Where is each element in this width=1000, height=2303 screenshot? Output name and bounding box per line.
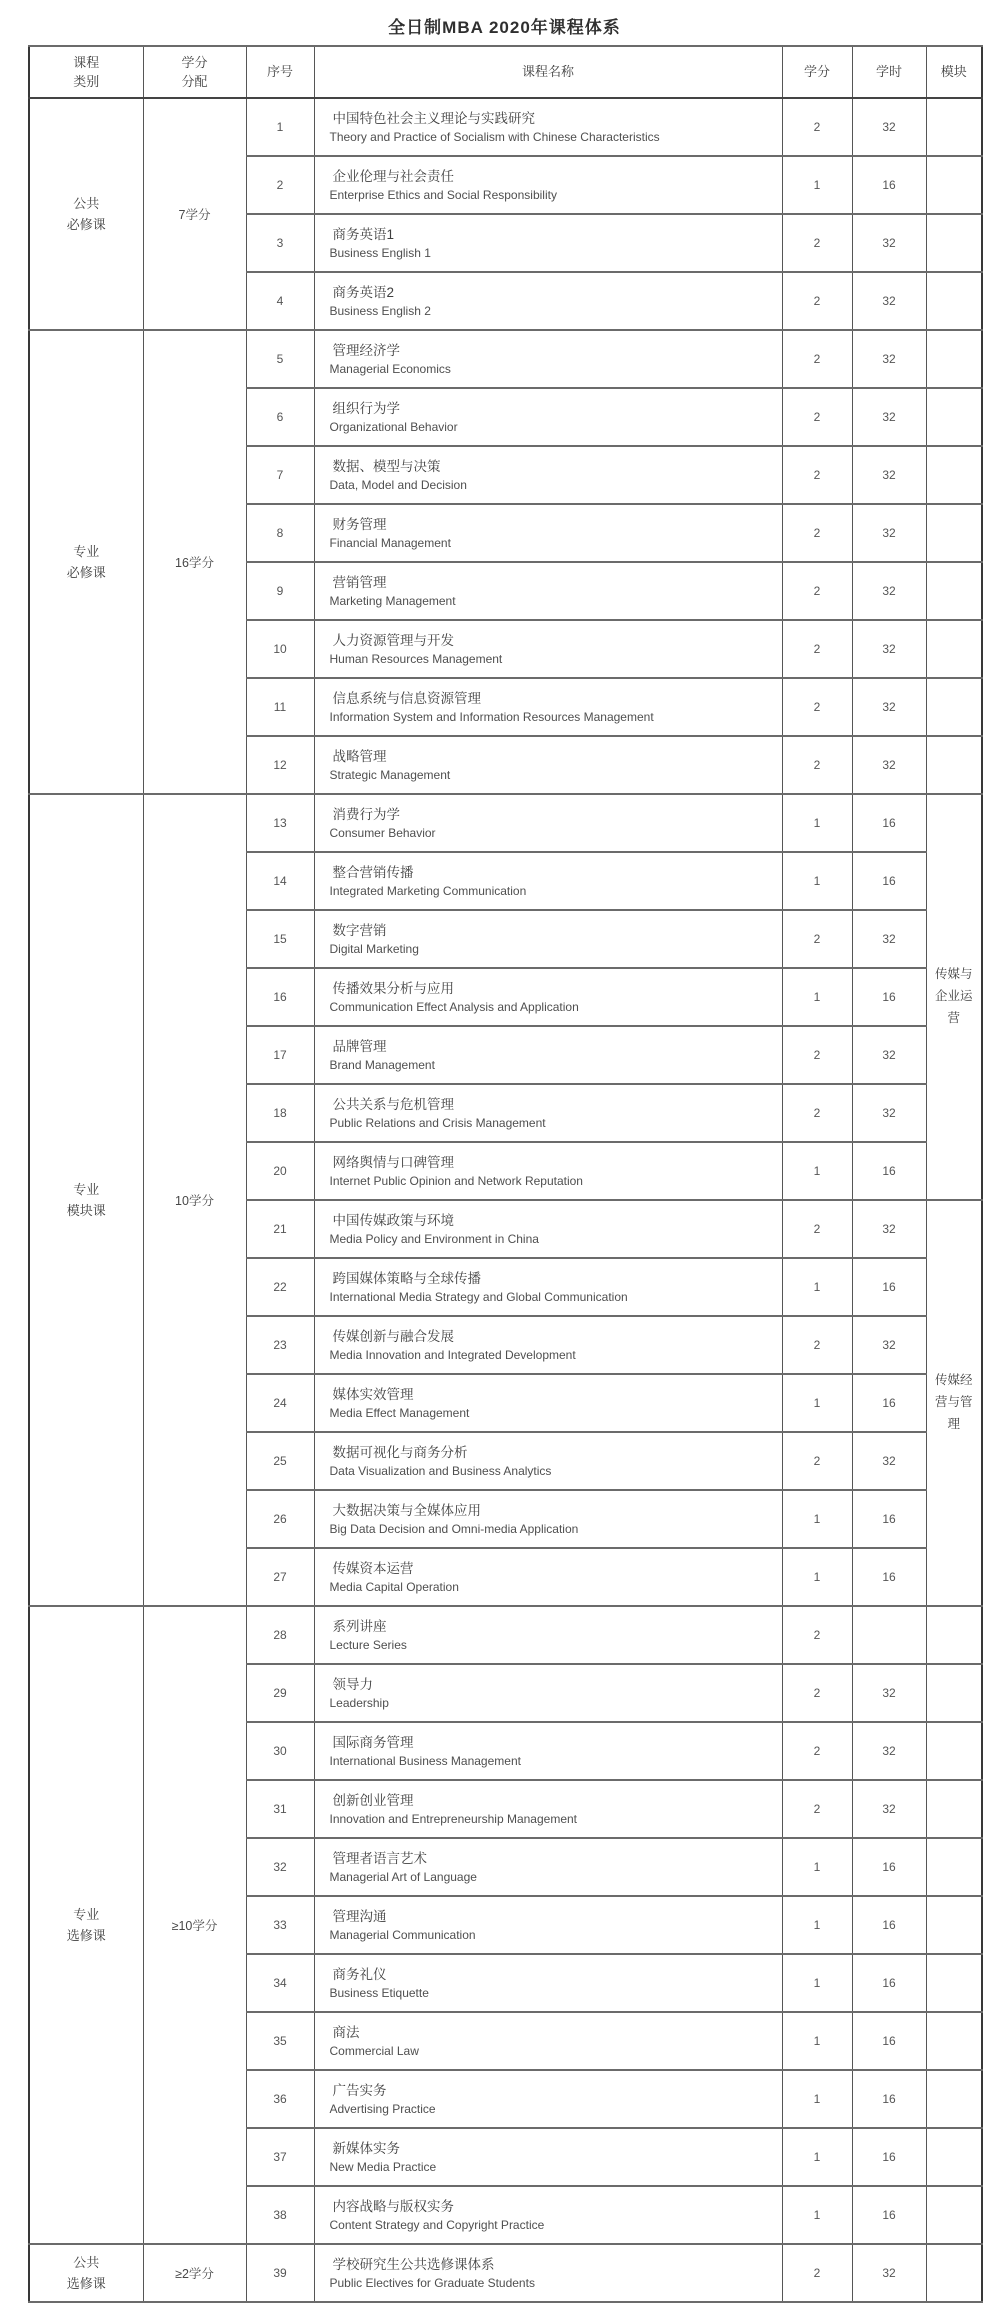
- course-name-zh: 跨国媒体策略与全球传播: [332, 1270, 481, 1286]
- course-hours-cell: 16: [852, 794, 926, 852]
- course-name-en: Content Strategy and Copyright Practice: [329, 2217, 545, 2232]
- course-name-cell: [314, 620, 782, 678]
- course-no-cell: 2: [246, 156, 314, 214]
- module-empty-cell: [926, 214, 982, 272]
- course-row: [29, 1606, 982, 1664]
- course-name-cell: [314, 1954, 782, 2012]
- module-empty-cell: [926, 678, 982, 736]
- course-hours-cell: 16: [852, 2186, 926, 2244]
- course-credits-cell: 1: [782, 968, 852, 1026]
- course-name-en: Media Capital Operation: [329, 1579, 459, 1594]
- course-name-en: Communication Effect Analysis and Application: [329, 999, 579, 1014]
- course-name-zh: 传播效果分析与应用: [332, 980, 454, 996]
- course-name-zh: 营销管理: [332, 574, 387, 590]
- course-hours-cell: 32: [852, 214, 926, 272]
- course-name-zh: 公共关系与危机管理: [332, 1096, 454, 1112]
- course-name-en: Financial Management: [329, 535, 451, 550]
- course-no-cell: 24: [246, 1374, 314, 1432]
- module-empty-cell: [926, 2128, 982, 2186]
- course-hours-cell: 32: [852, 1780, 926, 1838]
- module-empty-cell: [926, 620, 982, 678]
- course-hours-cell: [852, 1606, 926, 1664]
- course-no-cell: 3: [246, 214, 314, 272]
- course-name-en: Data Visualization and Business Analytics: [329, 1463, 552, 1478]
- course-no-cell: 17: [246, 1026, 314, 1084]
- module-empty-cell: [926, 736, 982, 794]
- course-hours-cell: 32: [852, 1084, 926, 1142]
- credit-allocation-cell: 7学分: [143, 98, 246, 330]
- course-name-en: Commercial Law: [329, 2043, 419, 2058]
- course-credits-cell: 2: [782, 272, 852, 330]
- course-no-cell: 4: [246, 272, 314, 330]
- header-course-category: 课程 类别: [29, 46, 143, 98]
- course-name-cell: [314, 2128, 782, 2186]
- module-empty-cell: [926, 1606, 982, 1664]
- course-name-zh: 媒体实效管理: [332, 1386, 414, 1402]
- course-hours-cell: 32: [852, 330, 926, 388]
- course-hours-cell: 32: [852, 98, 926, 156]
- header-course-name: 课程名称: [314, 46, 782, 98]
- course-no-cell: 32: [246, 1838, 314, 1896]
- course-category-cell: 公共 必修课: [29, 98, 143, 330]
- header-credits: 学分: [782, 46, 852, 98]
- course-hours-cell: 32: [852, 1026, 926, 1084]
- course-name-en: Brand Management: [329, 1057, 435, 1072]
- module-empty-cell: [926, 2070, 982, 2128]
- module-empty-cell: [926, 562, 982, 620]
- course-hours-cell: 16: [852, 852, 926, 910]
- course-name-zh: 财务管理: [332, 516, 387, 532]
- module-empty-cell: [926, 2244, 982, 2302]
- course-name-cell: [314, 388, 782, 446]
- course-name-zh: 管理沟通: [332, 1908, 387, 1924]
- course-credits-cell: 1: [782, 794, 852, 852]
- page-title: 全日制MBA 2020年课程体系: [388, 18, 621, 37]
- course-name-cell: [314, 1258, 782, 1316]
- course-no-cell: 7: [246, 446, 314, 504]
- course-name-zh: 广告实务: [332, 2082, 387, 2098]
- course-credits-cell: 1: [782, 1490, 852, 1548]
- course-credits-cell: 2: [782, 1026, 852, 1084]
- module-empty-cell: [926, 388, 982, 446]
- course-category-cell: 专业 必修课: [29, 330, 143, 794]
- course-name-en: Media Effect Management: [329, 1405, 470, 1420]
- course-name-cell: [314, 1490, 782, 1548]
- course-no-cell: 23: [246, 1316, 314, 1374]
- course-no-cell: 8: [246, 504, 314, 562]
- course-no-cell: 34: [246, 1954, 314, 2012]
- course-name-en: Marketing Management: [329, 593, 456, 608]
- course-category-cell: 专业 选修课: [29, 1606, 143, 2244]
- course-name-en: Digital Marketing: [329, 941, 419, 956]
- course-name-en: New Media Practice: [329, 2159, 437, 2174]
- credit-allocation-cell: 16学分: [143, 330, 246, 794]
- course-name-en: Managerial Economics: [329, 361, 451, 376]
- course-name-en: International Media Strategy and Global Communication: [329, 1289, 628, 1304]
- course-no-cell: 11: [246, 678, 314, 736]
- course-name-zh: 传媒资本运营: [332, 1560, 414, 1576]
- course-name-en: Managerial Communication: [329, 1927, 476, 1942]
- course-name-zh: 管理者语言艺术: [332, 1850, 427, 1866]
- course-credits-cell: 1: [782, 1258, 852, 1316]
- course-name-en: International Business Management: [329, 1753, 521, 1768]
- course-name-en: Integrated Marketing Communication: [329, 883, 527, 898]
- course-credits-cell: 2: [782, 1316, 852, 1374]
- course-hours-cell: 32: [852, 1316, 926, 1374]
- course-name-zh: 企业伦理与社会责任: [332, 168, 454, 184]
- course-name-en: Media Policy and Environment in China: [329, 1231, 539, 1246]
- course-hours-cell: 32: [852, 562, 926, 620]
- course-name-zh: 组织行为学: [332, 400, 400, 416]
- course-name-cell: [314, 678, 782, 736]
- course-hours-cell: 32: [852, 678, 926, 736]
- course-name-en: Business Etiquette: [329, 1985, 429, 2000]
- course-name-zh: 系列讲座: [332, 1618, 387, 1634]
- course-hours-cell: 16: [852, 1548, 926, 1606]
- course-row: [29, 98, 982, 156]
- course-name-en: Leadership: [329, 1695, 389, 1710]
- course-credits-cell: 1: [782, 2128, 852, 2186]
- course-name-zh: 商务英语1: [332, 226, 395, 242]
- course-name-cell: [314, 1548, 782, 1606]
- module-cell: 传媒与企业运营: [926, 794, 982, 1200]
- course-credits-cell: 1: [782, 2070, 852, 2128]
- course-credits-cell: 2: [782, 1664, 852, 1722]
- course-hours-cell: 32: [852, 388, 926, 446]
- course-name-cell: [314, 1316, 782, 1374]
- course-name-en: Strategic Management: [329, 767, 451, 782]
- course-name-cell: [314, 852, 782, 910]
- course-name-en: Innovation and Entrepreneurship Management: [329, 1811, 577, 1826]
- header-no: 序号: [246, 46, 314, 98]
- course-no-cell: 5: [246, 330, 314, 388]
- course-no-cell: 1: [246, 98, 314, 156]
- course-row: [29, 794, 982, 852]
- module-empty-cell: [926, 1664, 982, 1722]
- course-no-cell: 14: [246, 852, 314, 910]
- course-name-zh: 网络舆情与口碑管理: [332, 1154, 454, 1170]
- course-name-zh: 人力资源管理与开发: [332, 632, 454, 648]
- course-name-en: Advertising Practice: [329, 2101, 436, 2116]
- course-no-cell: 26: [246, 1490, 314, 1548]
- course-name-cell: [314, 1200, 782, 1258]
- course-credits-cell: 2: [782, 214, 852, 272]
- course-name-cell: [314, 1606, 782, 1664]
- course-name-cell: [314, 2186, 782, 2244]
- course-hours-cell: 32: [852, 736, 926, 794]
- module-empty-cell: [926, 98, 982, 156]
- course-name-en: Public Relations and Crisis Management: [329, 1115, 546, 1130]
- module-empty-cell: [926, 2012, 982, 2070]
- course-hours-cell: 16: [852, 156, 926, 214]
- course-name-en: Media Innovation and Integrated Development: [329, 1347, 576, 1362]
- course-name-en: Consumer Behavior: [329, 825, 436, 840]
- course-name-cell: [314, 2244, 782, 2302]
- course-name-zh: 数字营销: [332, 922, 387, 938]
- course-name-cell: [314, 794, 782, 852]
- course-hours-cell: 32: [852, 1432, 926, 1490]
- course-name-cell: [314, 1896, 782, 1954]
- course-name-cell: [314, 1722, 782, 1780]
- course-hours-cell: 16: [852, 1142, 926, 1200]
- course-no-cell: 18: [246, 1084, 314, 1142]
- course-name-cell: [314, 1084, 782, 1142]
- course-hours-cell: 32: [852, 1664, 926, 1722]
- course-credits-cell: 2: [782, 446, 852, 504]
- module-empty-cell: [926, 1838, 982, 1896]
- course-name-zh: 新媒体实务: [332, 2140, 400, 2156]
- course-name-cell: [314, 330, 782, 388]
- course-no-cell: 13: [246, 794, 314, 852]
- course-hours-cell: 32: [852, 1722, 926, 1780]
- course-credits-cell: 2: [782, 620, 852, 678]
- course-credits-cell: 2: [782, 1780, 852, 1838]
- course-no-cell: 21: [246, 1200, 314, 1258]
- course-no-cell: 10: [246, 620, 314, 678]
- course-hours-cell: 16: [852, 2128, 926, 2186]
- course-name-cell: [314, 156, 782, 214]
- course-name-cell: [314, 562, 782, 620]
- course-no-cell: 27: [246, 1548, 314, 1606]
- table-body: [29, 98, 982, 2302]
- course-name-cell: [314, 1142, 782, 1200]
- course-name-zh: 管理经济学: [332, 342, 400, 358]
- module-empty-cell: [926, 1722, 982, 1780]
- course-name-en: Managerial Art of Language: [329, 1869, 477, 1884]
- course-name-zh: 领导力: [332, 1676, 373, 1692]
- course-name-zh: 创新创业管理: [332, 1792, 414, 1808]
- course-name-cell: [314, 1374, 782, 1432]
- course-name-cell: [314, 2070, 782, 2128]
- header-module: 模块: [926, 46, 982, 98]
- course-hours-cell: 32: [852, 446, 926, 504]
- course-row: [29, 2244, 982, 2302]
- course-name-zh: 学校研究生公共选修课体系: [332, 2256, 495, 2272]
- course-name-en: Big Data Decision and Omni-media Application: [329, 1521, 579, 1536]
- course-credits-cell: 2: [782, 1606, 852, 1664]
- course-no-cell: 28: [246, 1606, 314, 1664]
- course-credits-cell: 1: [782, 1374, 852, 1432]
- course-name-en: Business English 1: [329, 245, 431, 260]
- course-name-zh: 数据可视化与商务分析: [332, 1444, 468, 1460]
- course-hours-cell: 32: [852, 504, 926, 562]
- course-credits-cell: 2: [782, 562, 852, 620]
- header-credit-allocation: 学分 分配: [143, 46, 246, 98]
- course-hours-cell: 32: [852, 272, 926, 330]
- course-no-cell: 33: [246, 1896, 314, 1954]
- course-name-zh: 品牌管理: [332, 1038, 387, 1054]
- course-credits-cell: 2: [782, 1722, 852, 1780]
- course-name-cell: [314, 1780, 782, 1838]
- module-empty-cell: [926, 1896, 982, 1954]
- course-credits-cell: 2: [782, 678, 852, 736]
- course-credits-cell: 2: [782, 736, 852, 794]
- course-row: [29, 330, 982, 388]
- course-name-en: Enterprise Ethics and Social Responsibility: [329, 187, 557, 202]
- course-name-zh: 整合营销传播: [332, 864, 414, 880]
- course-category-cell: 公共 选修课: [29, 2244, 143, 2302]
- course-name-cell: [314, 214, 782, 272]
- course-credits-cell: 1: [782, 2186, 852, 2244]
- course-no-cell: 35: [246, 2012, 314, 2070]
- course-hours-cell: 16: [852, 1374, 926, 1432]
- course-hours-cell: 32: [852, 620, 926, 678]
- course-hours-cell: 16: [852, 2070, 926, 2128]
- course-name-zh: 国际商务管理: [332, 1734, 414, 1750]
- course-name-cell: [314, 1026, 782, 1084]
- course-no-cell: 9: [246, 562, 314, 620]
- course-no-cell: 25: [246, 1432, 314, 1490]
- course-name-en: Theory and Practice of Socialism with Chinese Characteristics: [329, 129, 660, 144]
- course-name-cell: [314, 504, 782, 562]
- module-empty-cell: [926, 156, 982, 214]
- course-credits-cell: 2: [782, 1432, 852, 1490]
- course-no-cell: 12: [246, 736, 314, 794]
- course-name-cell: [314, 968, 782, 1026]
- course-no-cell: 38: [246, 2186, 314, 2244]
- module-empty-cell: [926, 272, 982, 330]
- course-name-zh: 消费行为学: [332, 806, 400, 822]
- course-name-en: Business English 2: [329, 303, 431, 318]
- course-credits-cell: 2: [782, 388, 852, 446]
- course-hours-cell: 32: [852, 910, 926, 968]
- course-name-zh: 信息系统与信息资源管理: [332, 690, 481, 706]
- course-hours-cell: 16: [852, 2012, 926, 2070]
- course-no-cell: 15: [246, 910, 314, 968]
- course-hours-cell: 16: [852, 968, 926, 1026]
- course-name-cell: [314, 2012, 782, 2070]
- course-hours-cell: 16: [852, 1838, 926, 1896]
- course-no-cell: 30: [246, 1722, 314, 1780]
- course-credits-cell: 2: [782, 1200, 852, 1258]
- course-name-cell: [314, 1838, 782, 1896]
- course-no-cell: 31: [246, 1780, 314, 1838]
- course-credits-cell: 1: [782, 1548, 852, 1606]
- course-name-en: Organizational Behavior: [329, 419, 458, 434]
- course-name-cell: [314, 98, 782, 156]
- module-empty-cell: [926, 446, 982, 504]
- course-no-cell: 39: [246, 2244, 314, 2302]
- course-name-cell: [314, 910, 782, 968]
- course-name-en: Public Electives for Graduate Students: [329, 2275, 535, 2290]
- course-credits-cell: 1: [782, 156, 852, 214]
- course-category-cell: 专业 模块课: [29, 794, 143, 1606]
- course-no-cell: 22: [246, 1258, 314, 1316]
- course-hours-cell: 16: [852, 1954, 926, 2012]
- course-credits-cell: 1: [782, 2012, 852, 2070]
- course-name-zh: 战略管理: [332, 748, 387, 764]
- course-name-zh: 传媒创新与融合发展: [332, 1328, 454, 1344]
- course-credits-cell: 1: [782, 1142, 852, 1200]
- course-hours-cell: 32: [852, 1200, 926, 1258]
- module-cell: 传媒经营与管理: [926, 1200, 982, 1606]
- course-credits-cell: 1: [782, 1954, 852, 2012]
- course-hours-cell: 16: [852, 1258, 926, 1316]
- course-credits-cell: 2: [782, 910, 852, 968]
- course-name-zh: 中国特色社会主义理论与实践研究: [332, 110, 535, 126]
- course-credits-cell: 2: [782, 330, 852, 388]
- course-name-zh: 数据、模型与决策: [332, 458, 441, 474]
- course-name-zh: 商法: [332, 2024, 360, 2040]
- course-hours-cell: 32: [852, 2244, 926, 2302]
- course-name-en: Human Resources Management: [329, 651, 503, 666]
- course-no-cell: 16: [246, 968, 314, 1026]
- course-no-cell: 29: [246, 1664, 314, 1722]
- header-hours: 学时: [852, 46, 926, 98]
- course-credits-cell: 1: [782, 852, 852, 910]
- table-header-row: [29, 46, 982, 98]
- course-name-en: Lecture Series: [329, 1637, 407, 1652]
- course-name-zh: 内容战略与版权实务: [332, 2198, 454, 2214]
- course-name-cell: [314, 1664, 782, 1722]
- course-no-cell: 36: [246, 2070, 314, 2128]
- course-name-en: Information System and Information Resources Management: [329, 709, 654, 724]
- course-no-cell: 20: [246, 1142, 314, 1200]
- course-credits-cell: 2: [782, 1084, 852, 1142]
- module-empty-cell: [926, 1780, 982, 1838]
- credit-allocation-cell: ≥10学分: [143, 1606, 246, 2244]
- module-empty-cell: [926, 330, 982, 388]
- course-name-cell: [314, 446, 782, 504]
- module-empty-cell: [926, 504, 982, 562]
- course-credits-cell: 1: [782, 1896, 852, 1954]
- course-no-cell: 37: [246, 2128, 314, 2186]
- course-credits-cell: 1: [782, 1838, 852, 1896]
- course-hours-cell: 16: [852, 1490, 926, 1548]
- course-name-cell: [314, 272, 782, 330]
- credit-allocation-cell: ≥2学分: [143, 2244, 246, 2302]
- course-name-en: Internet Public Opinion and Network Reputation: [329, 1173, 583, 1188]
- course-credits-cell: 2: [782, 504, 852, 562]
- course-name-cell: [314, 736, 782, 794]
- course-credits-cell: 2: [782, 2244, 852, 2302]
- course-no-cell: 6: [246, 388, 314, 446]
- course-name-en: Data, Model and Decision: [329, 477, 467, 492]
- curriculum-table: [28, 45, 983, 2303]
- course-name-cell: [314, 1432, 782, 1490]
- course-name-zh: 商务英语2: [332, 284, 395, 300]
- module-empty-cell: [926, 1954, 982, 2012]
- course-hours-cell: 16: [852, 1896, 926, 1954]
- module-empty-cell: [926, 2186, 982, 2244]
- credit-allocation-cell: 10学分: [143, 794, 246, 1606]
- course-credits-cell: 2: [782, 98, 852, 156]
- course-name-zh: 中国传媒政策与环境: [332, 1212, 454, 1228]
- course-name-zh: 大数据决策与全媒体应用: [332, 1502, 481, 1518]
- course-name-zh: 商务礼仪: [332, 1966, 387, 1982]
